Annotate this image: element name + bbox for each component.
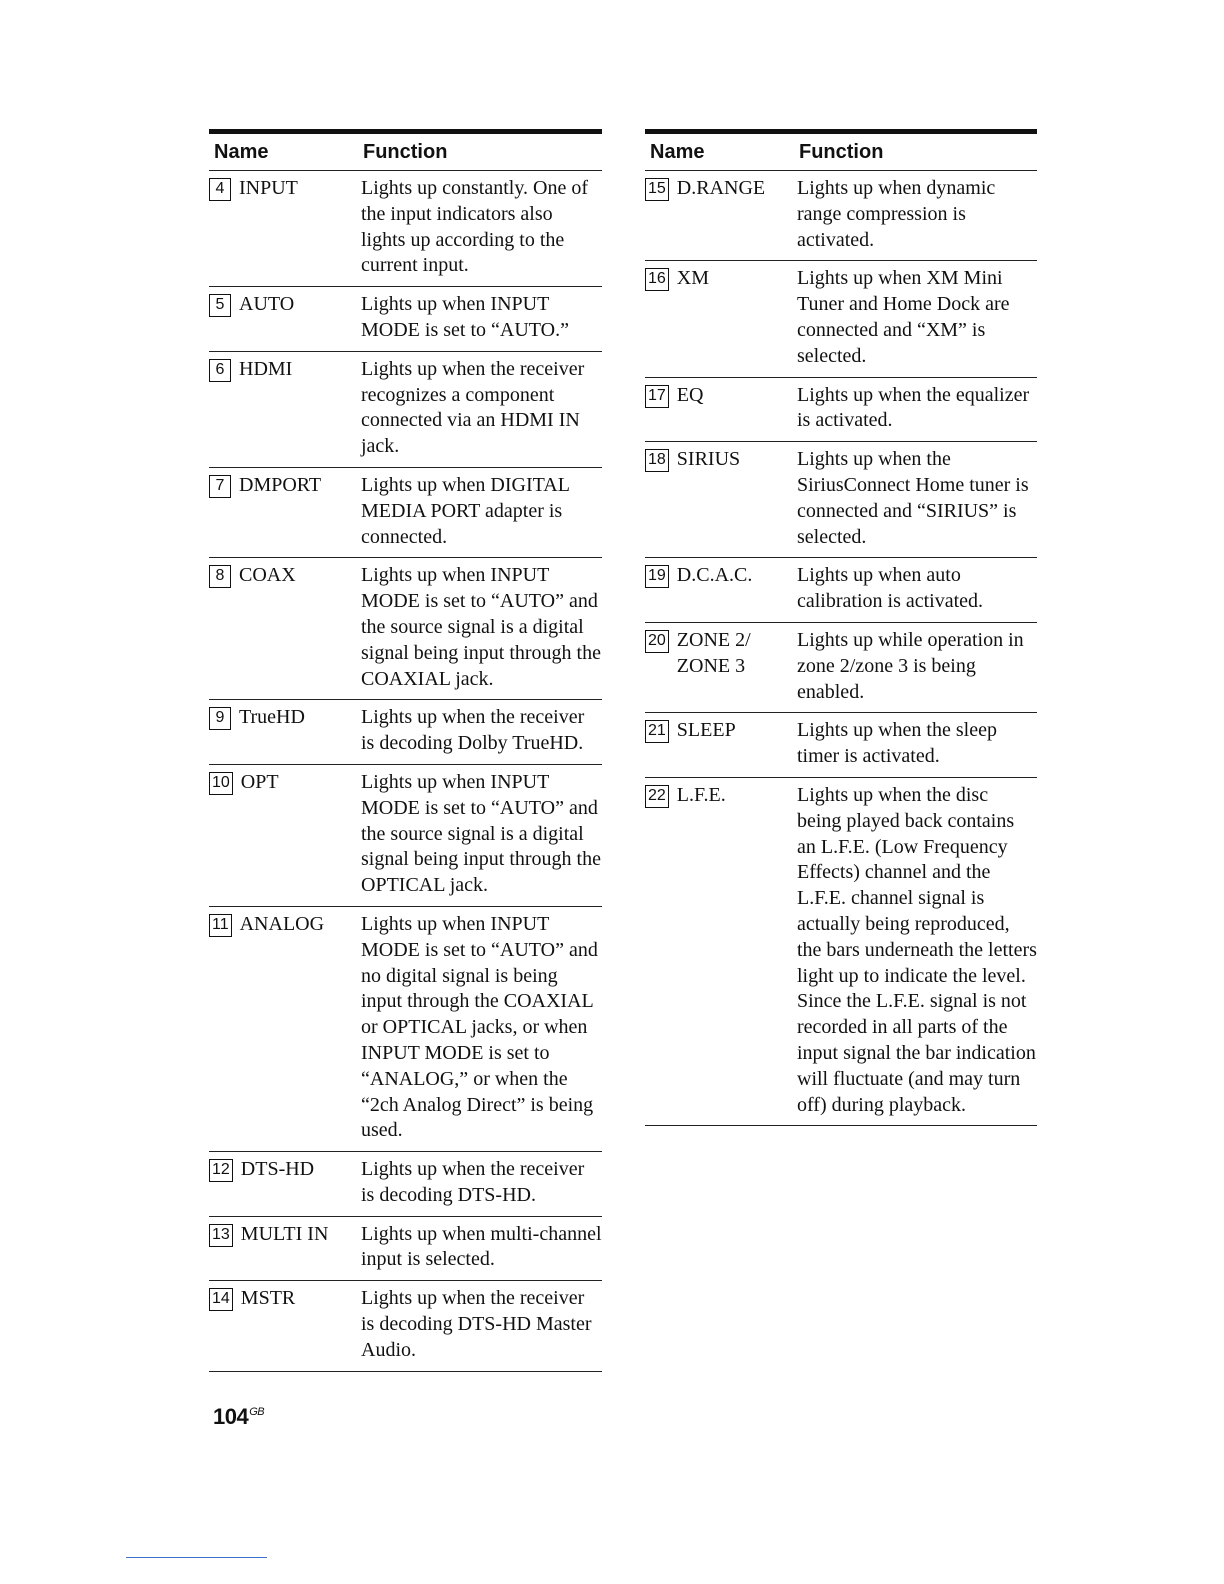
- table-header-row: [209, 132, 602, 171]
- indicator-name: TrueHD: [239, 706, 305, 729]
- left-function-table-container: [209, 129, 602, 1372]
- indicator-name-cell: [645, 558, 797, 623]
- item-number-box: 7: [209, 475, 231, 498]
- indicator-name-cell: [209, 287, 361, 352]
- indicator-name: AUTO: [239, 293, 295, 316]
- table-row: [209, 171, 602, 287]
- bottom-divider: [126, 1557, 267, 1558]
- indicator-name-cell: [645, 261, 797, 377]
- indicator-name: XM: [676, 267, 710, 290]
- indicator-name-cell: [209, 1281, 361, 1371]
- indicator-function: Lights up when the disc being played back contains an L.F.E. (Low Frequency Effects) channel and the L.F.E. channel signal is actually being reproduced, the bars underneath the letters light up to indicate the level. Since the L.F.E. signal is not recorded in all parts of the input signal the bar indication will fluctuate (and may turn off) during playback.: [797, 777, 1037, 1125]
- name-column-header: Name: [209, 132, 361, 171]
- item-number-box: 13: [209, 1224, 233, 1247]
- indicator-function: Lights up when the receiver is decoding Dolby TrueHD.: [361, 700, 602, 765]
- table-row: [209, 558, 602, 700]
- table-row: [645, 777, 1037, 1125]
- indicator-name-cell: [645, 622, 797, 712]
- indicator-function: Lights up when DIGITAL MEDIA PORT adapter is connected.: [361, 467, 602, 557]
- table-row: [209, 467, 602, 557]
- item-number-box: 5: [209, 294, 231, 317]
- item-number-box: 6: [209, 359, 231, 382]
- indicator-function: Lights up when the receiver is decoding DTS-HD.: [361, 1152, 602, 1217]
- table-row: [645, 261, 1037, 377]
- table-row: [645, 713, 1037, 778]
- indicator-name: D.RANGE: [676, 177, 766, 199]
- table-row: [209, 906, 602, 1151]
- page-number: [213, 1404, 264, 1430]
- item-number-box: 19: [645, 565, 669, 588]
- indicator-function: Lights up when multi-channel input is selected.: [361, 1216, 602, 1281]
- indicator-function: Lights up when the sleep timer is activated.: [797, 713, 1037, 778]
- indicator-name-cell: [645, 442, 797, 558]
- indicator-name-cell: [645, 713, 797, 778]
- indicator-name: EQ: [676, 383, 704, 406]
- indicator-name: COAX: [239, 564, 296, 587]
- item-number-box: 22: [645, 785, 669, 808]
- item-number-box: 10: [209, 772, 233, 795]
- indicator-function: Lights up while operation in zone 2/zone 3 is being enabled.: [797, 622, 1037, 712]
- indicator-name: SLEEP: [676, 719, 736, 742]
- right-function-table-container: [645, 129, 1037, 1126]
- indicator-function: Lights up when INPUT MODE is set to “AUTO” and the source signal is a digital signal being input through the COAXIAL jack.: [361, 558, 602, 700]
- table-row: [209, 700, 602, 765]
- indicator-function: Lights up when the receiver recognizes a component connected via an HDMI IN jack.: [361, 351, 602, 467]
- page-number-suffix: GB: [249, 1406, 265, 1418]
- item-number-box: 20: [645, 630, 669, 653]
- left-function-table: [209, 129, 602, 1372]
- indicator-function: Lights up when the equalizer is activated.: [797, 377, 1037, 442]
- indicator-name: D.C.A.C.: [676, 564, 753, 587]
- indicator-function: Lights up when INPUT MODE is set to “AUTO” and the source signal is a digital signal being input through the OPTICAL jack.: [361, 764, 602, 906]
- item-number-box: 17: [645, 385, 669, 408]
- item-number-box: 11: [209, 914, 232, 937]
- table-row: [209, 1216, 602, 1281]
- indicator-name-cell: [209, 764, 361, 906]
- indicator-name-cell: [209, 171, 361, 287]
- indicator-name: ANALOG: [239, 912, 325, 935]
- indicator-function: Lights up when INPUT MODE is set to “AUTO” and no digital signal is being input through the COAXIAL or OPTICAL jacks, or when INPUT MODE is set to “ANALOG,” or when the “2ch Analog Direct” is being used.: [361, 906, 602, 1151]
- item-number-box: 12: [209, 1159, 233, 1182]
- item-number-box: 4: [209, 178, 231, 201]
- table-row: [209, 1281, 602, 1371]
- table-row: [645, 171, 1037, 261]
- item-number-box: 18: [645, 449, 669, 472]
- indicator-name-cell: [209, 1152, 361, 1217]
- indicator-function: Lights up when the receiver is decoding DTS-HD Master Audio.: [361, 1281, 602, 1371]
- indicator-name: MSTR: [240, 1287, 296, 1310]
- table-row: [645, 377, 1037, 442]
- indicator-name-cell: [209, 558, 361, 700]
- item-number-box: 15: [645, 178, 669, 201]
- indicator-name: DTS-HD: [240, 1158, 315, 1181]
- table-row: [209, 351, 602, 467]
- indicator-name-cell: [209, 1216, 361, 1281]
- indicator-name: DMPORT: [239, 473, 322, 496]
- table-row: [645, 442, 1037, 558]
- item-number-box: 14: [209, 1288, 233, 1311]
- indicator-function: Lights up when dynamic range compression is activated.: [797, 171, 1037, 261]
- indicator-name-cell: [209, 467, 361, 557]
- indicator-name-cell: [209, 700, 361, 765]
- indicator-function: Lights up when auto calibration is activated.: [797, 558, 1037, 623]
- function-column-header: Function: [361, 132, 602, 171]
- indicator-function: Lights up when INPUT MODE is set to “AUTO.”: [361, 287, 602, 352]
- table-row: [645, 558, 1037, 623]
- indicator-function: Lights up constantly. One of the input indicators also lights up according to the current input.: [361, 171, 602, 287]
- table-row: [645, 622, 1037, 712]
- indicator-name: MULTI IN: [240, 1222, 329, 1245]
- item-number-box: 16: [645, 268, 669, 291]
- indicator-name: SIRIUS: [676, 448, 741, 471]
- indicator-function: Lights up when XM Mini Tuner and Home Dock are connected and “XM” is selected.: [797, 261, 1037, 377]
- function-column-header: Function: [797, 132, 1037, 171]
- page-number-value: 104: [213, 1404, 249, 1429]
- indicator-name-cell: [209, 906, 361, 1151]
- table-row: [209, 287, 602, 352]
- name-column-header: Name: [645, 132, 797, 171]
- indicator-name: OPT: [240, 770, 279, 793]
- indicator-name-cell: [645, 777, 797, 1125]
- indicator-name: INPUT: [239, 177, 298, 199]
- indicator-name: L.F.E.: [676, 783, 726, 806]
- indicator-name: ZONE 2/ ZONE 3: [676, 628, 751, 677]
- table-row: [209, 764, 602, 906]
- item-number-box: 8: [209, 565, 231, 588]
- table-row: [209, 1152, 602, 1217]
- indicator-name-cell: [645, 171, 797, 261]
- indicator-name: HDMI: [239, 357, 293, 380]
- indicator-name-cell: [645, 377, 797, 442]
- indicator-name-cell: [209, 351, 361, 467]
- indicator-function: Lights up when the SiriusConnect Home tuner is connected and “SIRIUS” is selected.: [797, 442, 1037, 558]
- right-function-table: [645, 129, 1037, 1126]
- item-number-box: 9: [209, 707, 231, 730]
- table-header-row: [645, 132, 1037, 171]
- item-number-box: 21: [645, 720, 669, 743]
